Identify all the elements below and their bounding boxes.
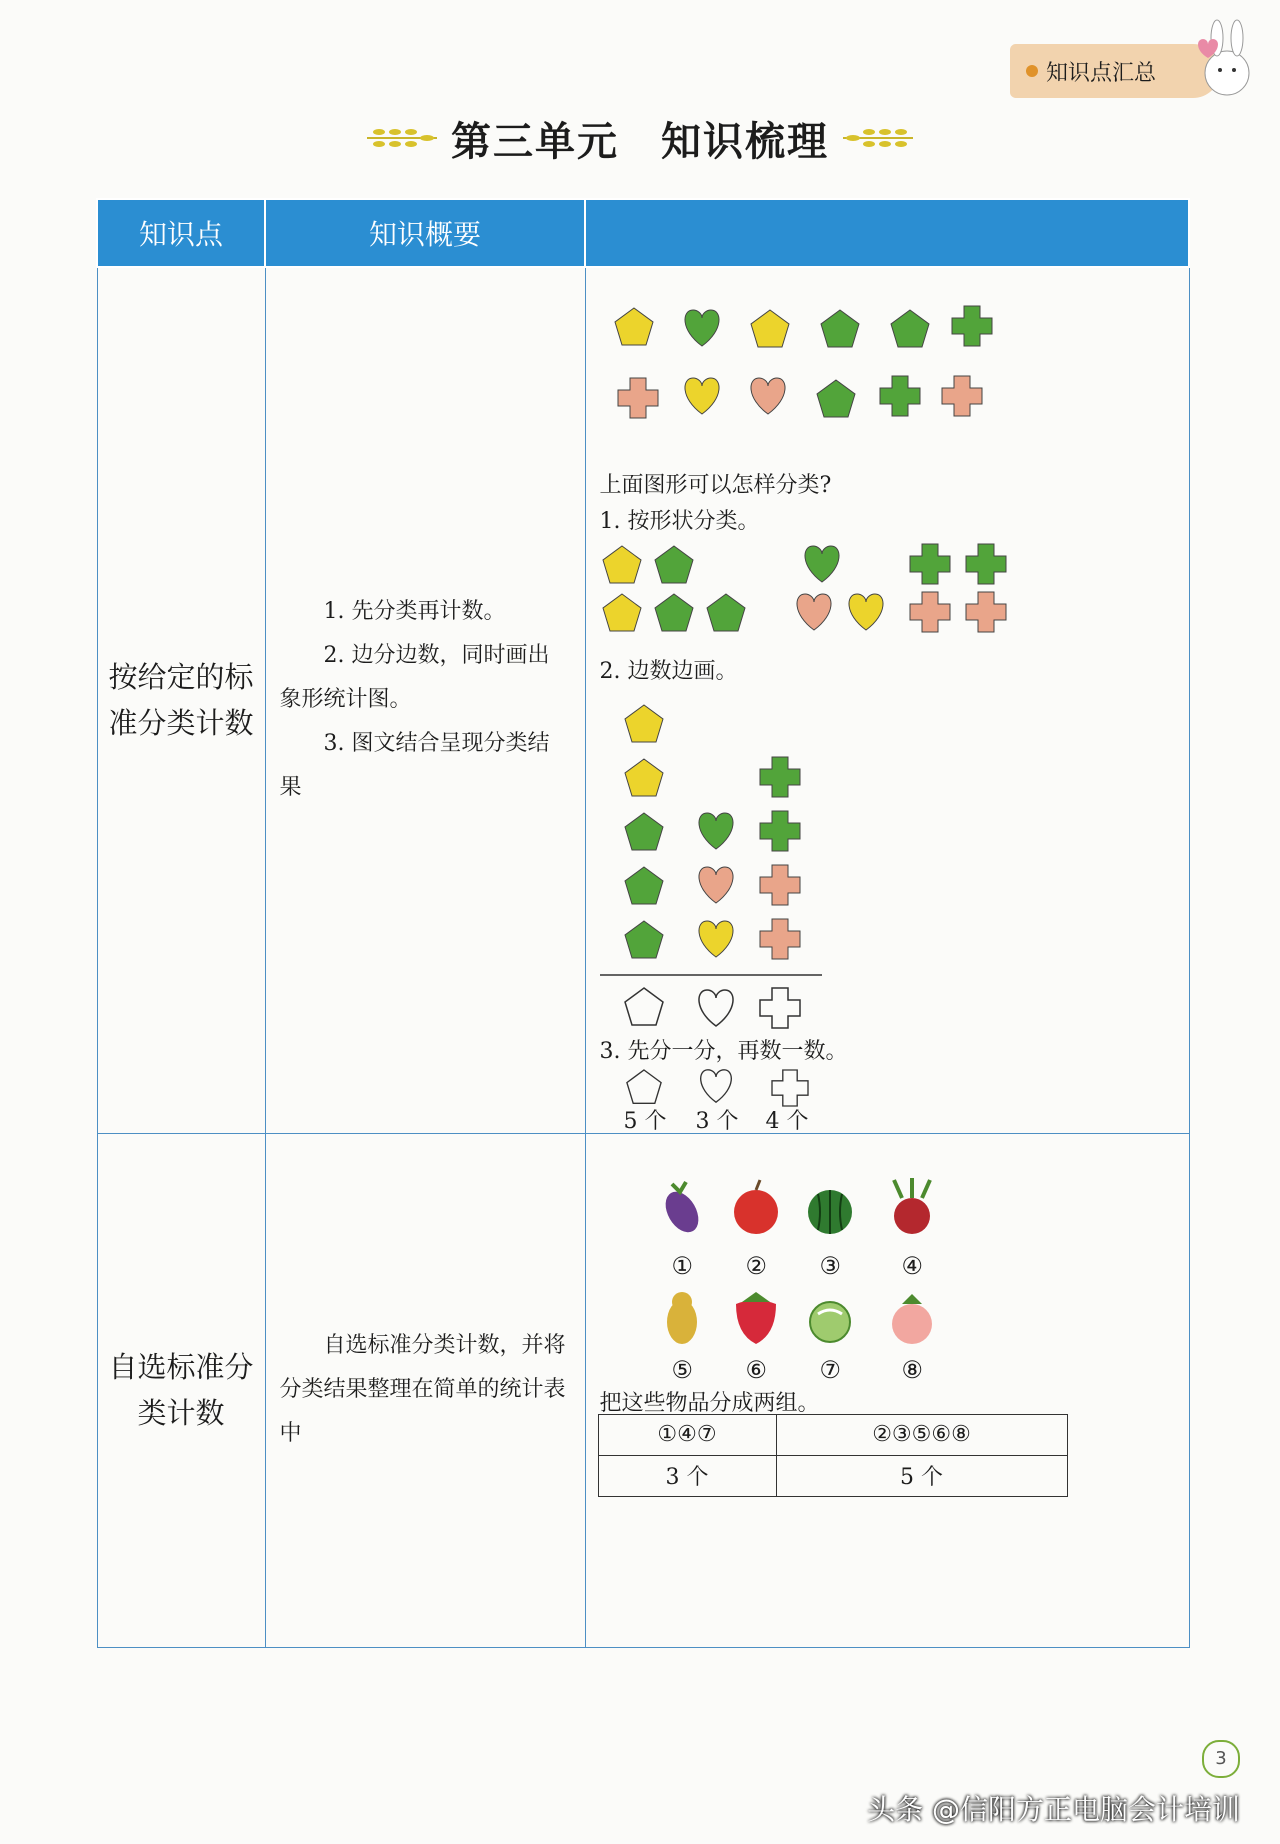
example-1-step3: 3. 先分一分，再数一数。 <box>599 1039 848 1064</box>
item-number: ③ <box>819 1251 842 1280</box>
section-badge <box>1010 44 1220 98</box>
bunny-icon <box>1192 18 1262 108</box>
count-cross: 4 个 <box>765 1109 809 1134</box>
count-pentagon: 5 个 <box>623 1109 667 1134</box>
group-1-header: ①④⑦ <box>598 1414 776 1455</box>
eggplant-icon <box>658 1182 704 1238</box>
item-number: ⑥ <box>745 1355 768 1384</box>
cabbage-icon <box>810 1302 850 1342</box>
example-1-shapes <box>586 268 1190 1134</box>
peach-icon <box>892 1294 932 1344</box>
header-example <box>585 199 1189 267</box>
badge-label: 知识点汇总 <box>1046 60 1157 86</box>
summary-2 <box>265 1133 585 1648</box>
example-1-step2: 2. 边数边画。 <box>599 659 738 684</box>
item-number: ① <box>671 1251 694 1280</box>
summary-1-item: 3. 图文结合呈现分类结果 <box>279 731 550 801</box>
knowledge-point-2: 自选标准分类计数 <box>97 1133 265 1648</box>
item-number: ⑦ <box>819 1355 842 1384</box>
example-2 <box>585 1133 1189 1648</box>
header-summary: 知识概要 <box>265 199 585 267</box>
knowledge-table <box>96 198 1190 1648</box>
wheat-left-icon <box>367 123 437 153</box>
badge-dot <box>1026 65 1038 77</box>
page-number: 3 <box>1202 1740 1240 1778</box>
group-2-header: ②③⑤⑥⑧ <box>776 1414 1067 1455</box>
pear-icon <box>667 1292 697 1344</box>
example-1-question: 上面图形可以怎样分类? <box>599 473 832 498</box>
item-number: ② <box>745 1251 768 1280</box>
item-number: ⑧ <box>901 1355 924 1384</box>
summary-1-item: 1. 先分类再计数。 <box>323 599 506 625</box>
knowledge-point-1: 按给定的标准分类计数 <box>97 267 265 1133</box>
radish-icon <box>894 1178 930 1234</box>
grouping-table <box>598 1414 1068 1497</box>
page-title: 第三单元 知识梳理 <box>451 118 829 165</box>
summary-1-item: 2. 边分边数，同时画出象形统计图。 <box>279 643 550 713</box>
summary-1 <box>265 267 585 1133</box>
header-knowledge-point: 知识点 <box>97 199 265 267</box>
strawberry-icon <box>736 1292 776 1344</box>
watermelon-icon <box>808 1190 852 1234</box>
item-number: ④ <box>901 1251 924 1280</box>
example-1 <box>585 267 1189 1133</box>
watermark: 头条 @信阳方正电脑会计培训 <box>867 1793 1240 1826</box>
apple-icon <box>734 1180 778 1234</box>
summary-2-item: 自选标准分类计数，并将分类结果整理在简单的统计表中 <box>279 1333 566 1447</box>
count-heart: 3 个 <box>695 1109 739 1134</box>
example-1-step1: 1. 按形状分类。 <box>599 509 760 534</box>
wheat-right-icon <box>843 123 913 153</box>
example-2-instruction: 把这些物品分成两组。 <box>599 1390 820 1416</box>
group-2-count: 5 个 <box>776 1455 1067 1496</box>
group-1-count: 3 个 <box>598 1455 776 1496</box>
item-number: ⑤ <box>671 1355 694 1384</box>
